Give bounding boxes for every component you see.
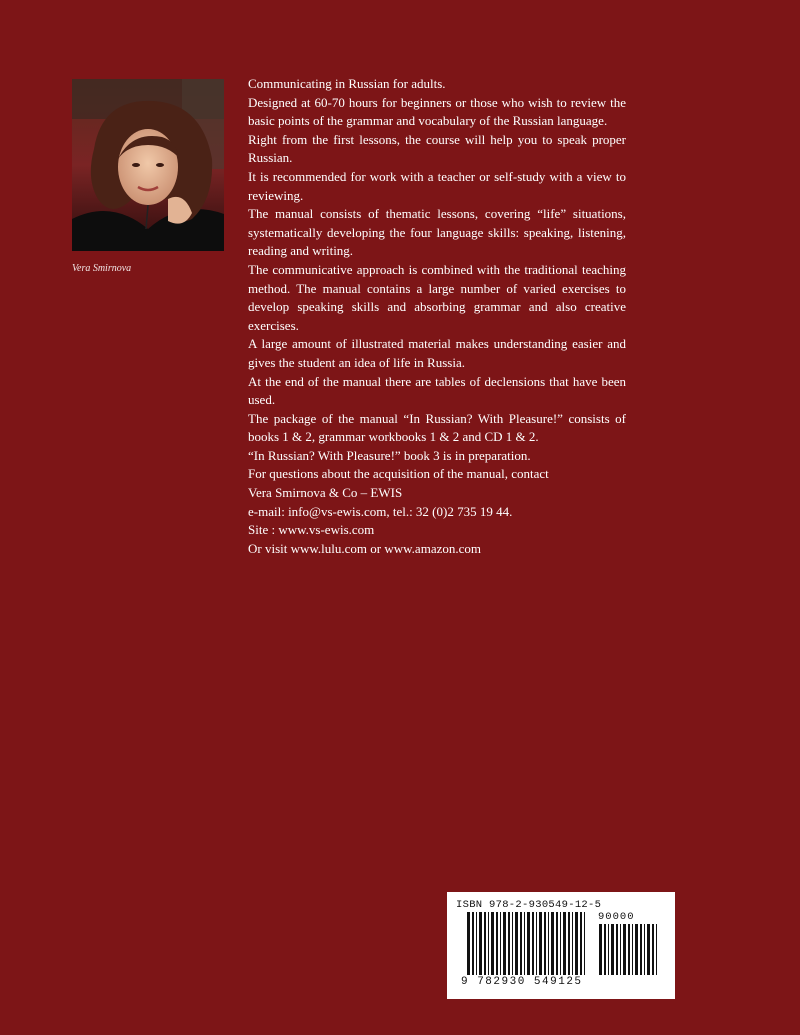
- contact-intro: For questions about the acquisition of the manual, contact: [248, 466, 549, 482]
- barcode-bar: [520, 912, 522, 975]
- barcode-bar: [572, 912, 573, 975]
- description-block: [248, 75, 626, 558]
- barcode-bar: [644, 924, 645, 975]
- barcode-bar: [472, 912, 474, 975]
- barcode-bar: [563, 912, 566, 975]
- barcode-bar: [623, 924, 626, 975]
- barcode-bar: [584, 912, 585, 975]
- barcode-box: [447, 892, 675, 999]
- barcode-bar: [575, 912, 578, 975]
- description-paragraph: The package of the manual “In Russian? With Pleasure!” consists of books 1 & 2, grammar workbooks 1 & 2 and CD 1 & 2.: [248, 410, 626, 445]
- barcode-bar: [599, 924, 602, 975]
- description-paragraph: The manual consists of thematic lessons, covering “life” situations, systematically developing the four language skills: speaking, listening, reading and writing.: [248, 206, 626, 259]
- barcode-bar: [616, 924, 618, 975]
- barcode-bar: [536, 912, 537, 975]
- description-paragraph: At the end of the manual there are tables of declensions that have been used.: [248, 373, 626, 408]
- barcode-bar: [467, 912, 470, 975]
- barcode-bar: [568, 912, 570, 975]
- author-caption: Vera Smirnova: [72, 263, 132, 274]
- barcode-bar: [512, 912, 513, 975]
- ean-digits: 9 782930 549125: [461, 976, 583, 988]
- portrait-image: [72, 79, 224, 251]
- barcode-bar: [503, 912, 506, 975]
- description-paragraph: “In Russian? With Pleasure!” book 3 is in preparation.: [248, 447, 531, 463]
- barcode-bar: [500, 912, 501, 975]
- barcode-bar: [551, 912, 554, 975]
- barcode-bar: [515, 912, 518, 975]
- price-code: 90000: [598, 911, 635, 923]
- barcode-bar: [484, 912, 486, 975]
- barcode-bar: [539, 912, 542, 975]
- barcode-bar: [556, 912, 558, 975]
- barcode-bar: [508, 912, 510, 975]
- barcode-bar: [620, 924, 621, 975]
- barcode-bar: [628, 924, 630, 975]
- contact-email[interactable]: e-mail: info@vs-ewis.com, tel.: 32 (0)2 735 19 44.: [248, 503, 513, 519]
- contact-site[interactable]: Site : www.vs-ewis.com: [248, 522, 375, 538]
- barcode-bar: [635, 924, 638, 975]
- barcode-bar: [496, 912, 498, 975]
- barcode-bar: [476, 912, 477, 975]
- barcode-bar: [488, 912, 489, 975]
- barcode-bar: [632, 924, 633, 975]
- description-paragraph: The communicative approach is combined with the traditional teaching method. The manual contains a large number of varied exercises to develop speaking skills and absorbing grammar and also creative exercises.: [248, 261, 626, 333]
- barcode-bar: [544, 912, 546, 975]
- description-paragraph: Communicating in Russian for adults.: [248, 76, 446, 91]
- description-paragraph: Designed at 60-70 hours for beginners or those who wish to review the basic points of the grammar and vocabulary of the Russian language.: [248, 94, 626, 129]
- barcode-bar: [580, 912, 582, 975]
- barcode-bar: [608, 924, 609, 975]
- contact-visit[interactable]: Or visit www.lulu.com or www.amazon.com: [248, 540, 481, 556]
- barcode-bar: [652, 924, 654, 975]
- barcode-bar: [640, 924, 642, 975]
- barcode-bar: [527, 912, 530, 975]
- barcode-bar: [647, 924, 650, 975]
- barcode-bar: [524, 912, 525, 975]
- barcode-bar: [548, 912, 549, 975]
- barcode-bar: [532, 912, 534, 975]
- description-paragraph: It is recommended for work with a teacher or self-study with a view to reviewing.: [248, 168, 626, 203]
- barcode-bar: [656, 924, 657, 975]
- description-paragraph: Right from the first lessons, the course will help you to speak proper Russian.: [248, 131, 626, 166]
- barcode-bar: [560, 912, 561, 975]
- barcode-bar: [611, 924, 614, 975]
- barcode-bar: [604, 924, 606, 975]
- isbn-label: ISBN 978-2-930549-12-5: [456, 899, 602, 911]
- barcode-bar: [479, 912, 482, 975]
- contact-company: Vera Smirnova & Co – EWIS: [248, 485, 403, 501]
- barcode-bar: [491, 912, 494, 975]
- description-paragraph: A large amount of illustrated material makes understanding easier and gives the student an idea of life in Russia.: [248, 336, 626, 370]
- author-photo: [72, 79, 224, 251]
